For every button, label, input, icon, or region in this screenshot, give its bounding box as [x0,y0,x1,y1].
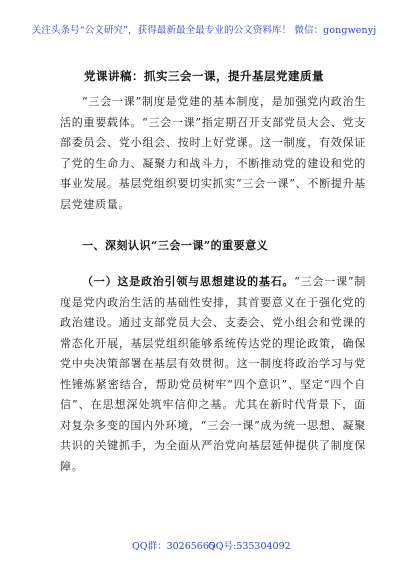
subsection-paragraph [60,272,366,477]
header-banner[interactable]: 关注头条号“公文研究”，获得最新最全最专业的公文资料库！ 微信：gongwenyj [31,25,377,36]
qq-number-link[interactable]: QQ号:535304092 [208,541,291,552]
intro-paragraph: “三会一课”制度是党建的基本制度，是加强党内政治生活的重要载体。“三会一课”指定期召开支部党员大会、党支部委员会、党小组会、按时上好党课。这一制度，有效保证了党的生命力、凝聚力和战斗力，不断推动党的建设和党的事业发展。基层党组织要切实抓实“三会一课”、不断提升基层党建质量。 [60,95,366,211]
section-heading: 一、深刻认识“三会一课”的重要意义 [82,239,269,252]
qq-group-link[interactable]: QQ群：30265665 [132,541,215,552]
page-title: 党课讲稿：抓实三会一课，提升基层党建质量 [84,69,324,83]
subsection-body: “三会一课”制度是党内政治生活的基础性安排，其首要意义在于强化党的政治建设。通过支部党员大会、支委会、党小组会和党课的常态化开展，基层党组织能够系统传达党的理论政策，确保党中央决策部署在基层有效贯彻。这一制度将政治学习与党性锤炼紧密结合，帮助党员树牢“四个意识”、坚定“四个自信”、在思想深处筑牢信仰之基。尤其在新时代背景下，面对复杂多变的国内外环境，“三会一课”成为统一思想、凝聚共识的关键抓手，为全面从严治党向基层延伸提供了制度保障。 [60,275,366,473]
subsection-title: （一）这是政治引领与思想建设的基石。 [82,275,295,288]
